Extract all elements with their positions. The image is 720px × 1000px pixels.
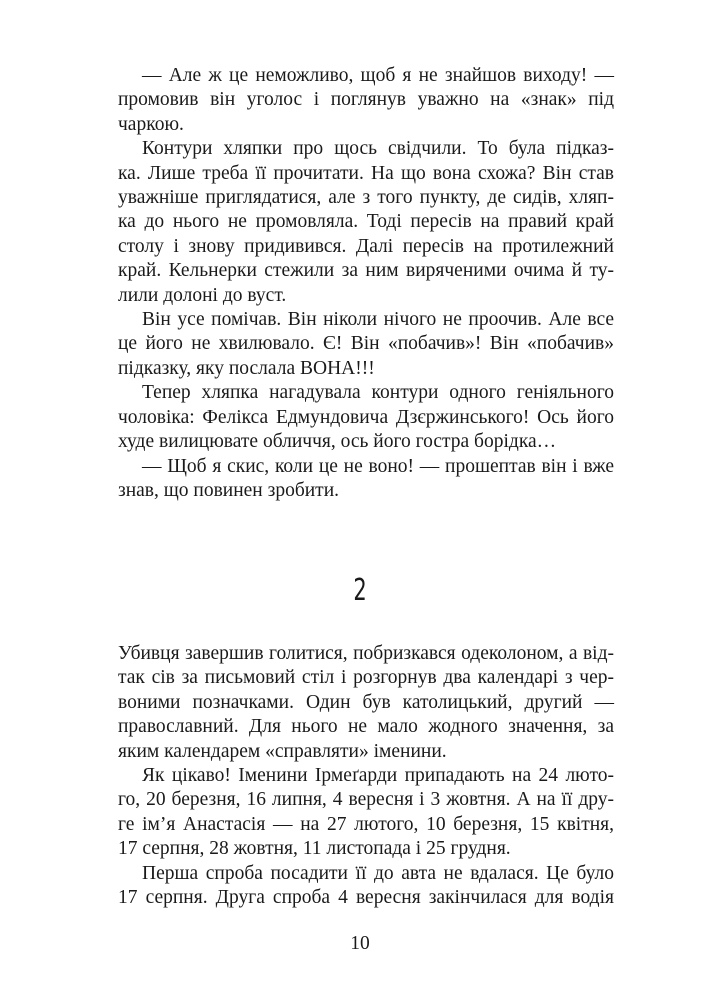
paragraph-line: — Але ж це неможливо, щоб я не знайшов виходу! —: [142, 65, 614, 86]
paragraph-line: воними позначками. Один був католицький, другий —: [118, 691, 614, 713]
text-block-bottom: [118, 642, 614, 910]
paragraph-line: Перша спроба посадити її до авта не вдалася. Це було: [142, 862, 614, 884]
page-number: 10: [350, 933, 370, 954]
paragraph-line: столу і знову придивився. Далі пересів на протилежний: [118, 235, 614, 257]
paragraph-line: Контури хляпки про щось свідчили. То була підказ-: [142, 138, 614, 160]
text-block-top: [118, 64, 614, 503]
paragraph-line: це його не хвилювало. Є! Він «побачив»! Він «побачив»: [118, 333, 614, 355]
paragraph-line: ка. Лише треба її прочитати. На що вона схожа? Він став: [118, 162, 614, 184]
paragraph-line: Як цікаво! Іменини Ірмеґарди припадають на 24 люто-: [142, 765, 614, 787]
chapter-number: 2: [353, 573, 367, 608]
paragraph-line: 17 серпня. Друга спроба 4 вересня закінчилася для водія: [118, 887, 614, 909]
paragraph-line: яким календарем «справляти» іменини.: [118, 740, 447, 762]
paragraph-line: знав, що повинен зробити.: [118, 479, 340, 501]
paragraph-line: так сів за письмовий стіл і розгорнув два календарі з чер-: [118, 667, 614, 689]
paragraph-line: лили долоні до вуст.: [118, 284, 287, 306]
paragraph-line: ге ім’я Анастасія — на 27 лютого, 10 березня, 15 квітня,: [118, 813, 614, 835]
paragraph-line: худе вилицювате обличчя, ось його гостра борідка…: [118, 431, 557, 453]
paragraph-line: православний. Для нього не мало жодного значення, за: [118, 716, 614, 738]
paragraph-line: Убивця завершив голитися, побризкався одеколоном, а від-: [118, 643, 614, 664]
paragraph-line: промовив він уголос і поглянув уважно на «знак» під: [118, 89, 614, 111]
paragraph-line: підказку, яку послала ВОНА!!!: [118, 357, 375, 379]
paragraph-line: — Щоб я скис, коли це не воно! — прошептав він і вже: [142, 455, 614, 477]
paragraph-line: Він усе помічав. Він ніколи нічого не проочив. Але все: [142, 309, 614, 331]
paragraph-line: чаркою.: [118, 113, 184, 135]
paragraph-line: ка до нього не промовляла. Тоді пересів на правий край: [118, 211, 614, 233]
paragraph-line: край. Кельнерки стежили за ним виряченими очима й ту-: [118, 260, 614, 282]
paragraph-line: Тепер хляпка нагадувала контури одного геніяльного: [142, 382, 614, 404]
paragraph-line: чоловіка: Фелікса Едмундовича Дзєржинського! Ось його: [118, 406, 614, 428]
paragraph-line: 17 серпня, 28 жовтня, 11 листопада і 25 грудня.: [118, 838, 511, 860]
paragraph-line: уважніше приглядатися, але з того пункту, де сидів, хляп-: [118, 187, 614, 209]
paragraph-line: го, 20 березня, 16 липня, 4 вересня і 3 жовтня. А на її дру-: [118, 789, 614, 811]
